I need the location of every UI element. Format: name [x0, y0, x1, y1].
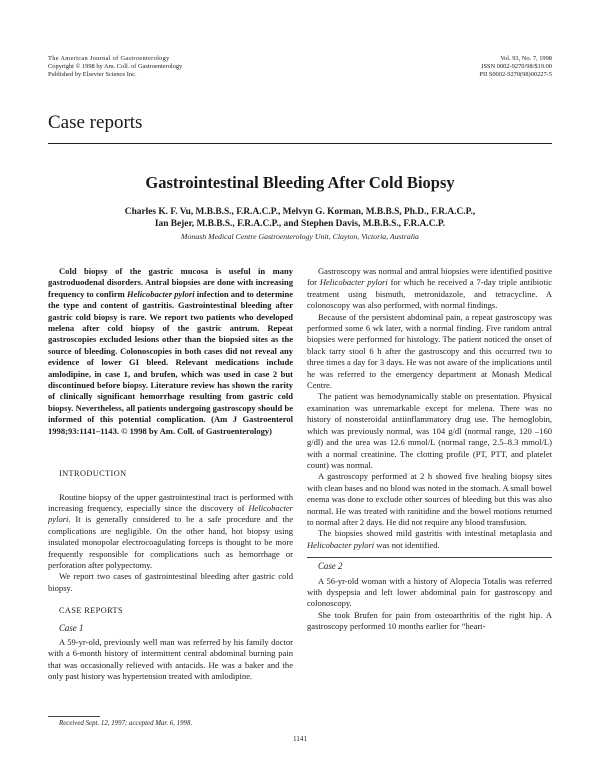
affiliation: Monash Medical Centre Gastroenterology Unit, Clayton, Victoria, Australia: [181, 232, 419, 241]
page-number: 1141: [292, 735, 308, 743]
issue-info: [479, 55, 552, 80]
issn-line: ISSN 0002-9270/98/$19.00: [481, 63, 552, 71]
organism-name: Helicobacter pylori: [48, 502, 293, 525]
right-column: [307, 266, 552, 633]
case-1-paragraph: The patient was hemodynamically stable on presentation. Physical examination was unremarkable except for melena. There was no history of nonsteroidal antiinflammatory drug use. The hemoglobin, which was previously normal, was 104 g/dl (normal range, 120 –160 g/dl) and the urea was 12.6 mmol/L (normal range, 2.5–8.3 mmol/L) with a normal creatinine. The clotting profile (PT, PTT, and platelet count) was normal.: [307, 391, 552, 470]
introduction-paragraph: Routine biopsy of the upper gastrointestinal tract is performed with increasing frequency, especially since the discovery of Helicobacter pylori. It is generally considered to be a safe procedure and the complications are negligible. On the other hand, hot biopsy using insulated monopolar electrocoagulating forceps is thought to be more frequently responsible for complications such as hemorrhage or perforation after polypectomy.: [48, 491, 293, 570]
case-reports-heading: CASE REPORTS: [59, 606, 124, 616]
received-footnote: Received Sept. 12, 1997; accepted Mar. 6, 1998.: [59, 720, 193, 727]
organism-name: Helicobacter pylori: [126, 288, 195, 299]
abstract-paragraph: Cold biopsy of the gastric mucosa is useful in many gastroduodenal disorders. Antral biopsies are done with increasing frequency to confirm Helicobacter pylori infection and to determine the type and content of gastritis. Gastrointestinal bleeding after gastric cold biopsy is rare. We report two patients who developed melena after cold biopsy of the gastric antrum. Repeat gastroscopies excluded lesions other than the biopsied sites as the source of bleeding. Colonoscopies in both cases did not reveal any evidence of lower GI bleed. Relevant medications include amlodipine, in case 1, and brufen, which was used in case 2 but discontinued before biopsy. Literature review has shown the rarity of clinically significant hemorrhage resulting from gastric cold biopsy. Nevertheless, all patients undergoing gastroscopy should be informed of this potential complication. (Am J Gastroenterol 1998;93:1141–1143. © 1998 by Am. Coll. of Gastroenterology): [48, 266, 293, 436]
case-1-paragraph: Because of the persistent abdominal pain, a repeat gastroscopy was performed some 6 wk later, with a normal finding. Five random antral biopsies were performed for histology. The patient noticed the onset of black tarry stool 6 h after the gastroscopy and this occurred two to three times a day for 3 days. He was not aware of the implications until he was referred to the emergency department at Monash Medical Centre.: [307, 311, 552, 391]
case-1-paragraph: A 59-yr-old, previously well man was referred by his family doctor with a 6-month history of intermittent central abdominal burning pain that was occasionally relieved with antacids. He was a baker and the only past history was hypertension treated with amlodipine.: [48, 636, 293, 682]
footnote-area: [48, 716, 293, 727]
section-title: Case reports: [48, 112, 143, 133]
publisher-line: Published by Elsevier Science Inc.: [48, 71, 137, 79]
authors-line-1: Charles K. F. Vu, M.B.B.S., F.R.A.C.P., Melvyn G. Korman, M.B.B.S, Ph.D., F.R.A.C.P.,: [124, 207, 476, 217]
introduction-paragraph: We report two cases of gastrointestinal bleeding after gastric cold biopsy.: [48, 571, 293, 593]
author-list: [48, 206, 552, 230]
introduction-heading: INTRODUCTION: [59, 469, 127, 479]
copyright-line: Copyright © 1998 by Am. Coll. of Gastroenterology: [48, 63, 183, 71]
case-2-paragraph: A 56-yr-old woman with a history of Alopecia Totalis was referred with dyspepsia and left lower abdominal pain for gastroscopy and colonoscopy.: [307, 575, 552, 609]
pii-line: PII S0002-9270(98)00227-5: [479, 71, 552, 79]
abstract: [48, 266, 293, 437]
case-1-heading: Case 1: [59, 622, 84, 633]
organism-name: Helicobacter pylori: [307, 539, 375, 550]
footnote-rule: [48, 716, 100, 717]
left-column: [48, 266, 293, 683]
volume-line: Vol. 93, No. 7, 1998: [500, 55, 552, 62]
case-1-paragraph: Gastroscopy was normal and antral biopsies were identified positive for Helicobacter pylori for which he received a 7-day triple antibiotic treatment using bismuth, metronidazole, and tetracycline. A colonoscopy was also performed, with normal findings.: [307, 266, 552, 311]
case-2-paragraph: She took Brufen for pain from osteoarthritis of the right hip. A gastroscopy performed 10 months earlier for “heart-: [307, 609, 552, 632]
journal-name: The American Journal of Gastroenterology: [48, 55, 170, 62]
case-1-paragraph: The biopsies showed mild gastritis with intestinal metaplasia and Helicobacter pylori was not identified.: [307, 528, 552, 550]
case-1-paragraph: A gastroscopy performed at 2 h showed five healing biopsy sites with clean bases and no blood was noted in the stomach. A small bowel enema was done to exclude other sources of bleeding but this was also normal. He was treated with ranitidine and the bowel motions returned to normal after 2 days. He did not require any blood transfusion.: [307, 471, 552, 527]
article-title: Gastrointestinal Bleeding After Cold Biopsy: [145, 173, 455, 192]
journal-header: [48, 55, 182, 80]
header-rule: [48, 143, 552, 144]
case-2-heading: Case 2: [318, 561, 343, 572]
authors-line-2: Ian Bejer, M.B.B.S., F.R.A.C.P., and Stephen Davis, M.B.B.S., F.R.A.C.P.: [154, 219, 446, 230]
organism-name: Helicobacter pylori: [319, 277, 388, 288]
